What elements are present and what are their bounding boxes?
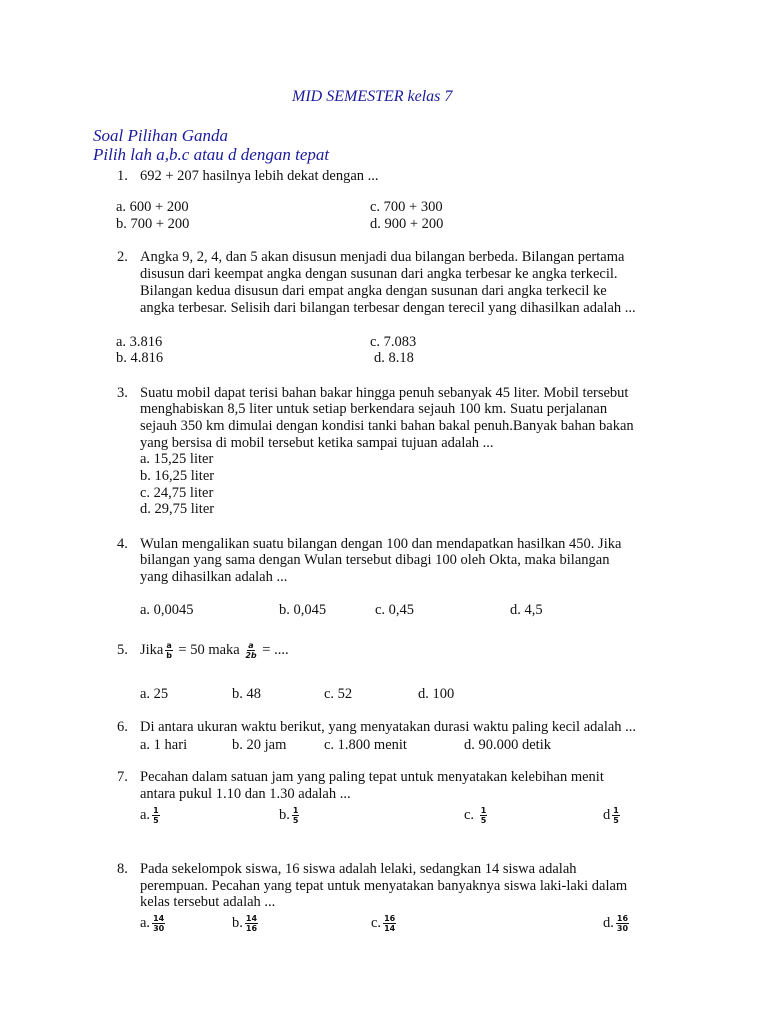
option-d (603, 912, 631, 934)
option-c: c. 24,75 liter (140, 485, 214, 501)
question-text-pre: Jika (140, 642, 164, 658)
question-text: Bilangan kedua disusun dari empat angka dengan susunan dari angka terkecil ke (140, 283, 607, 299)
question-number: 1. (117, 168, 128, 184)
fraction (616, 914, 629, 933)
question-number: 5. (117, 642, 128, 658)
option-b: b. 48 (232, 686, 261, 702)
numerator: 1 (292, 806, 299, 816)
question-text: kelas tersebut adalah ... (140, 894, 276, 910)
fraction (152, 914, 165, 933)
fraction-a-over-2b (245, 641, 256, 660)
question-text: yang bersisa di mobil tersebut ketika sampai tujuan adalah ... (140, 435, 494, 451)
option-a (140, 912, 167, 934)
instruction-heading: Pilih lah a,b.c atau d dengan tepat (93, 145, 330, 164)
numerator: a (248, 641, 254, 651)
question-text: menghabiskan 8,5 liter untuk setiap berkendara sejauh 100 km. Suatu perjalanan (140, 401, 608, 417)
option-a: a. 15,25 liter (140, 451, 214, 467)
page-title: MID SEMESTER kelas 7 (292, 88, 453, 105)
option-b (232, 912, 260, 934)
option-c: c. 700 + 300 (370, 199, 443, 215)
numerator: 1 (480, 806, 487, 816)
fraction (480, 806, 488, 825)
question-text: Wulan mengalikan suatu bilangan dengan 100 dan mendapatkan hasilkan 450. Jika (140, 536, 622, 552)
option-label: b. (232, 915, 243, 931)
question-text: perempuan. Pecahan yang tepat untuk menyatakan banyaknya siswa laki-laki dalam (140, 878, 628, 894)
option-b: b. 4.816 (116, 350, 164, 366)
question-text: disusun dari keempat angka dengan susunan dari angka terbesar ke angka terkecil. (140, 266, 618, 282)
question-text: Pada sekelompok siswa, 16 siswa adalah lelaki, sedangkan 14 siswa adalah (140, 861, 577, 877)
option-d: d. 90.000 detik (464, 737, 551, 753)
denominator: 2b (245, 651, 257, 661)
question-text-mid: = 50 maka (178, 642, 240, 658)
fraction (383, 914, 396, 933)
denominator: 14 (384, 924, 396, 934)
question-number: 8. (117, 861, 128, 877)
question-text: Di antara ukuran waktu berikut, yang menyatakan durasi waktu paling kecil adalah ... (140, 719, 637, 735)
option-label: a. (140, 807, 151, 823)
denominator: 16 (245, 924, 258, 934)
denominator: 5 (292, 816, 299, 826)
question-text: 692 + 207 hasilnya lebih dekat dengan ... (140, 168, 379, 184)
question-text: bilangan yang sama dengan Wulan tersebut dibagi 100 oleh Okta, maka bilangan (140, 552, 610, 568)
fraction (612, 806, 620, 825)
fraction (152, 806, 160, 825)
option-d: d. 29,75 liter (140, 501, 215, 517)
section-heading: Soal Pilihan Ganda (93, 126, 229, 145)
question-text: Suatu mobil dapat terisi bahan bakar hingga penuh sebanyak 45 liter. Mobil tersebut (140, 385, 629, 401)
option-c (464, 804, 489, 826)
option-a: a. 600 + 200 (116, 199, 189, 215)
question-number: 7. (117, 769, 128, 785)
question-number: 2. (117, 249, 128, 265)
numerator: 14 (245, 914, 258, 924)
option-a: a. 1 hari (140, 737, 188, 753)
option-d: d. 100 (418, 686, 455, 702)
question-text-post: = .... (262, 642, 289, 658)
question-text: angka terbesar. Selisih dari bilangan terbesar dengan terecil yang dihasilkan adalah ... (140, 300, 636, 316)
denominator: 5 (153, 816, 159, 826)
question-number: 6. (117, 719, 128, 735)
question-text (140, 636, 289, 664)
option-a: a. 0,0045 (140, 602, 194, 618)
numerator: 16 (616, 914, 629, 924)
denominator: 5 (480, 816, 487, 826)
option-label: c. (464, 807, 475, 823)
option-label: b. (279, 807, 290, 823)
option-c: c. 1.800 menit (324, 737, 407, 753)
option-d: d. 900 + 200 (370, 216, 444, 232)
option-label: a. (140, 915, 151, 931)
option-b (279, 804, 301, 826)
numerator: 1 (153, 806, 159, 816)
fraction (292, 806, 300, 825)
option-a (140, 804, 162, 826)
question-text: yang dihasilkan adalah ... (140, 569, 288, 585)
numerator: 16 (384, 914, 396, 924)
question-text: Pecahan dalam satuan jam yang paling tepat untuk menyatakan kelebihan menit (140, 769, 604, 785)
numerator: 1 (613, 806, 619, 816)
question-text: Angka 9, 2, 4, dan 5 akan disusun menjadi dua bilangan berbeda. Bilangan pertama (140, 249, 625, 265)
option-c (371, 912, 398, 934)
option-d: d. 8.18 (374, 350, 414, 366)
option-b: b. 20 jam (232, 737, 287, 753)
option-d: d. 4,5 (510, 602, 543, 618)
fraction (245, 914, 258, 933)
option-a: a. 3.816 (116, 334, 163, 350)
question-text: sejauh 350 km dimulai dengan kondisi tanki bahan bakal penuh.Banyak bahan bakan (140, 418, 634, 434)
fraction-a-over-b (165, 641, 172, 660)
option-label: c. (371, 915, 382, 931)
question-number: 3. (117, 385, 128, 401)
numerator: a (166, 641, 172, 651)
option-label: d. (603, 915, 614, 931)
denominator: 30 (153, 924, 165, 934)
option-c: c. 0,45 (375, 602, 415, 618)
option-label: d (603, 807, 611, 823)
option-c: c. 52 (324, 686, 353, 702)
denominator: 5 (613, 816, 619, 826)
option-b: b. 16,25 liter (140, 468, 215, 484)
denominator: 30 (616, 924, 629, 934)
option-b: b. 700 + 200 (116, 216, 190, 232)
option-a: a. 25 (140, 686, 169, 702)
denominator: b (166, 651, 172, 661)
option-d (603, 804, 622, 826)
question-number: 4. (117, 536, 128, 552)
option-b: b. 0,045 (279, 602, 327, 618)
numerator: 14 (153, 914, 165, 924)
option-c: c. 7.083 (370, 334, 417, 350)
question-text: antara pukul 1.10 dan 1.30 adalah ... (140, 786, 351, 802)
